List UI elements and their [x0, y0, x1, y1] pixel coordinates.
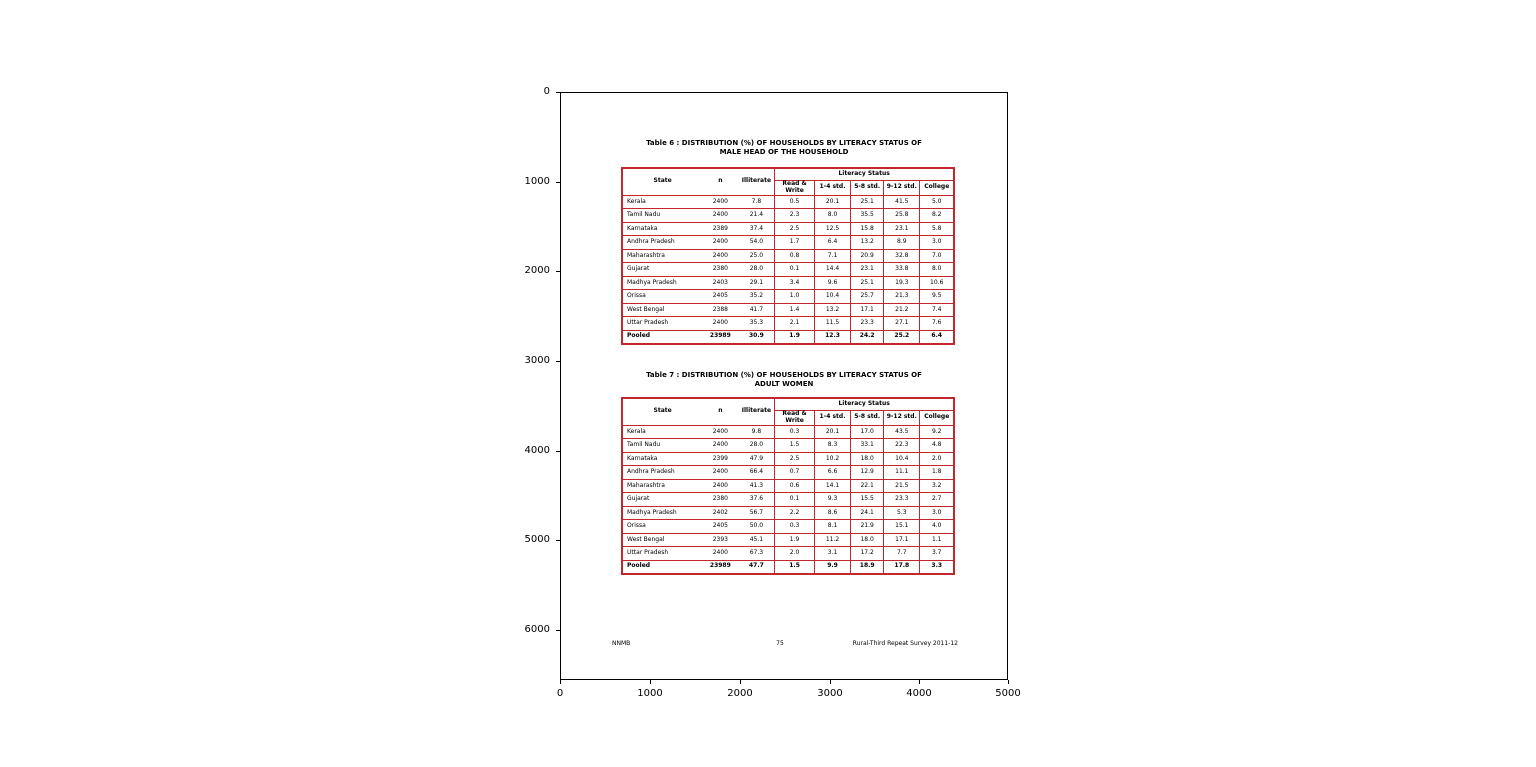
- value-cell: 23.3: [884, 493, 920, 507]
- footer-page-number: 75: [776, 640, 784, 647]
- value-cell: 18.0: [851, 452, 884, 466]
- value-cell: 2389: [702, 222, 738, 236]
- x-axis-tick-label: 1000: [637, 688, 663, 699]
- table6-container: [621, 167, 955, 345]
- value-cell: 33.1: [851, 439, 884, 453]
- footer-left: NNMB: [612, 640, 631, 647]
- column-header-illiterate: Illiterate: [741, 177, 772, 185]
- value-cell: 2400: [702, 425, 738, 439]
- value-cell: 1.9: [775, 533, 815, 547]
- value-cell: 0.5: [775, 195, 815, 209]
- value-cell: 1.1: [920, 533, 953, 547]
- value-cell: 7.4: [920, 303, 953, 317]
- x-axis-tick-mark: [919, 680, 920, 684]
- value-cell: 17.1: [851, 303, 884, 317]
- value-cell: 25.1: [851, 276, 884, 290]
- value-cell: 11.2: [814, 533, 850, 547]
- value-cell: 66.4: [738, 466, 774, 480]
- value-cell: 17.0: [851, 425, 884, 439]
- x-axis-tick-label: 3000: [817, 688, 843, 699]
- column-header-n: n: [718, 177, 723, 185]
- state-cell: Karnataka: [623, 222, 702, 236]
- table-row: [623, 290, 953, 304]
- column-header-read-write: Read & Write: [775, 181, 815, 196]
- value-cell: 5.0: [920, 195, 953, 209]
- value-cell: 0.7: [775, 466, 815, 480]
- x-axis-tick-label: 5000: [995, 688, 1021, 699]
- value-cell: 37.4: [738, 222, 774, 236]
- value-cell: 2.5: [775, 452, 815, 466]
- state-cell: Uttar Pradesh: [623, 317, 702, 331]
- value-cell: 10.4: [814, 290, 850, 304]
- value-cell: 2.3: [775, 209, 815, 223]
- table-row: [623, 547, 953, 561]
- value-cell: 33.8: [884, 263, 920, 277]
- value-cell: 21.9: [851, 520, 884, 534]
- value-cell: 21.3: [884, 290, 920, 304]
- value-cell: 21.2: [884, 303, 920, 317]
- value-cell: 2.2: [775, 506, 815, 520]
- column-header-college: College: [920, 181, 953, 196]
- table-row: [623, 249, 953, 263]
- column-header-state: State: [653, 177, 672, 185]
- state-cell: Gujarat: [623, 493, 702, 507]
- value-cell: 14.4: [814, 263, 850, 277]
- value-cell: 22.1: [851, 479, 884, 493]
- value-cell: 3.3: [920, 560, 953, 573]
- value-cell: 7.8: [738, 195, 774, 209]
- value-cell: 10.6: [920, 276, 953, 290]
- state-cell: Andhra Pradesh: [623, 236, 702, 250]
- value-cell: 9.5: [920, 290, 953, 304]
- value-cell: 45.1: [738, 533, 774, 547]
- value-cell: 2400: [702, 195, 738, 209]
- value-cell: 24.1: [851, 506, 884, 520]
- table-row: [623, 222, 953, 236]
- column-header-illiterate: Illiterate: [741, 407, 772, 415]
- value-cell: 8.3: [814, 439, 850, 453]
- state-cell: Tamil Nadu: [623, 209, 702, 223]
- value-cell: 20.1: [814, 425, 850, 439]
- value-cell: 12.5: [814, 222, 850, 236]
- value-cell: 21.5: [884, 479, 920, 493]
- value-cell: 2400: [702, 466, 738, 480]
- value-cell: 6.4: [814, 236, 850, 250]
- table-row: [623, 506, 953, 520]
- value-cell: 41.5: [884, 195, 920, 209]
- value-cell: 3.1: [814, 547, 850, 561]
- table-row: [623, 533, 953, 547]
- table-row: [623, 195, 953, 209]
- x-axis-tick-mark: [650, 680, 651, 684]
- value-cell: 9.2: [920, 425, 953, 439]
- y-axis-tick-label: 1000: [524, 176, 550, 187]
- value-cell: 18.0: [851, 533, 884, 547]
- column-header-read-write: Read & Write: [775, 411, 815, 426]
- value-cell: 0.3: [775, 425, 815, 439]
- value-cell: 2400: [702, 236, 738, 250]
- value-cell: 4.8: [920, 439, 953, 453]
- value-cell: 2400: [702, 317, 738, 331]
- group-header-literacy-status: Literacy Status: [775, 169, 953, 181]
- value-cell: 11.1: [884, 466, 920, 480]
- value-cell: 0.1: [775, 263, 815, 277]
- value-cell: 1.7: [775, 236, 815, 250]
- value-cell: 6.4: [920, 330, 953, 343]
- value-cell: 23989: [702, 330, 738, 343]
- value-cell: 7.7: [884, 547, 920, 561]
- value-cell: 5.3: [884, 506, 920, 520]
- value-cell: 13.2: [851, 236, 884, 250]
- state-cell: Kerala: [623, 195, 702, 209]
- column-header-9-12-std-: 9-12 std.: [884, 411, 920, 426]
- x-axis-tick-label: 2000: [727, 688, 753, 699]
- y-axis-tick-label: 5000: [524, 534, 550, 545]
- table-row: [623, 276, 953, 290]
- value-cell: 14.1: [814, 479, 850, 493]
- value-cell: 17.8: [884, 560, 920, 573]
- value-cell: 25.7: [851, 290, 884, 304]
- value-cell: 15.5: [851, 493, 884, 507]
- value-cell: 2400: [702, 439, 738, 453]
- value-cell: 3.4: [775, 276, 815, 290]
- x-axis-tick-mark: [830, 680, 831, 684]
- table-row: [623, 263, 953, 277]
- value-cell: 2.0: [775, 547, 815, 561]
- value-cell: 8.2: [920, 209, 953, 223]
- state-cell: Madhya Pradesh: [623, 276, 702, 290]
- value-cell: 19.3: [884, 276, 920, 290]
- value-cell: 23.3: [851, 317, 884, 331]
- value-cell: 20.9: [851, 249, 884, 263]
- table-row: [623, 303, 953, 317]
- value-cell: 2402: [702, 506, 738, 520]
- table7-title: [560, 371, 1008, 390]
- table-row: [623, 479, 953, 493]
- value-cell: 25.1: [851, 195, 884, 209]
- value-cell: 2.0: [920, 452, 953, 466]
- state-cell: Andhra Pradesh: [623, 466, 702, 480]
- table6-title-line1: Table 6 : DISTRIBUTION (%) OF HOUSEHOLDS BY LITERACY STATUS OF: [646, 139, 922, 147]
- value-cell: 47.9: [738, 452, 774, 466]
- state-cell: Gujarat: [623, 263, 702, 277]
- value-cell: 15.8: [851, 222, 884, 236]
- value-cell: 28.0: [738, 263, 774, 277]
- value-cell: 24.2: [851, 330, 884, 343]
- value-cell: 1.9: [775, 330, 815, 343]
- x-axis-tick-label: 0: [556, 688, 564, 699]
- y-axis-tick-label: 3000: [524, 355, 550, 366]
- value-cell: 23.1: [884, 222, 920, 236]
- column-header-state: State: [653, 407, 672, 415]
- value-cell: 2405: [702, 520, 738, 534]
- value-cell: 35.2: [738, 290, 774, 304]
- y-axis-tick-label: 0: [543, 86, 550, 97]
- value-cell: 4.0: [920, 520, 953, 534]
- state-cell: Karnataka: [623, 452, 702, 466]
- x-axis-tick-mark: [1008, 680, 1009, 684]
- value-cell: 7.1: [814, 249, 850, 263]
- table7-title-line1: Table 7 : DISTRIBUTION (%) OF HOUSEHOLDS BY LITERACY STATUS OF: [646, 371, 922, 379]
- value-cell: 23.1: [851, 263, 884, 277]
- value-cell: 10.2: [814, 452, 850, 466]
- state-cell: Kerala: [623, 425, 702, 439]
- y-axis-tick-mark: [556, 182, 560, 183]
- x-axis-tick-mark: [560, 680, 561, 684]
- table-row: [623, 317, 953, 331]
- value-cell: 2400: [702, 249, 738, 263]
- value-cell: 18.9: [851, 560, 884, 573]
- value-cell: 2405: [702, 290, 738, 304]
- value-cell: 6.6: [814, 466, 850, 480]
- value-cell: 17.2: [851, 547, 884, 561]
- value-cell: 15.1: [884, 520, 920, 534]
- value-cell: 56.7: [738, 506, 774, 520]
- table-row: [623, 466, 953, 480]
- value-cell: 1.5: [775, 439, 815, 453]
- value-cell: 1.4: [775, 303, 815, 317]
- value-cell: 3.0: [920, 506, 953, 520]
- value-cell: 30.9: [738, 330, 774, 343]
- value-cell: 20.1: [814, 195, 850, 209]
- value-cell: 9.8: [738, 425, 774, 439]
- value-cell: 7.6: [920, 317, 953, 331]
- state-cell: Orissa: [623, 520, 702, 534]
- column-header-n: n: [718, 407, 723, 415]
- value-cell: 13.2: [814, 303, 850, 317]
- column-header-1-4-std-: 1-4 std.: [814, 411, 850, 426]
- value-cell: 0.3: [775, 520, 815, 534]
- state-cell: Pooled: [623, 330, 702, 343]
- table-row: [623, 452, 953, 466]
- value-cell: 1.8: [920, 466, 953, 480]
- x-axis-tick-mark: [740, 680, 741, 684]
- value-cell: 41.3: [738, 479, 774, 493]
- table-row: [623, 560, 953, 573]
- value-cell: 8.9: [884, 236, 920, 250]
- y-axis-tick-mark: [556, 630, 560, 631]
- column-header-5-8-std-: 5-8 std.: [851, 411, 884, 426]
- value-cell: 67.3: [738, 547, 774, 561]
- value-cell: 1.0: [775, 290, 815, 304]
- value-cell: 1.5: [775, 560, 815, 573]
- y-axis-tick-mark: [556, 540, 560, 541]
- table-row: [623, 209, 953, 223]
- value-cell: 27.1: [884, 317, 920, 331]
- state-cell: Madhya Pradesh: [623, 506, 702, 520]
- table-row: [623, 330, 953, 343]
- value-cell: 17.1: [884, 533, 920, 547]
- value-cell: 47.7: [738, 560, 774, 573]
- column-header-1-4-std-: 1-4 std.: [814, 181, 850, 196]
- value-cell: 2388: [702, 303, 738, 317]
- value-cell: 2380: [702, 263, 738, 277]
- value-cell: 22.3: [884, 439, 920, 453]
- value-cell: 0.1: [775, 493, 815, 507]
- value-cell: 9.9: [814, 560, 850, 573]
- table-row: [623, 236, 953, 250]
- value-cell: 9.3: [814, 493, 850, 507]
- value-cell: 8.0: [814, 209, 850, 223]
- value-cell: 50.0: [738, 520, 774, 534]
- value-cell: 41.7: [738, 303, 774, 317]
- table7-container: [621, 397, 955, 575]
- value-cell: 9.6: [814, 276, 850, 290]
- value-cell: 2403: [702, 276, 738, 290]
- value-cell: 8.6: [814, 506, 850, 520]
- table7-title-line2: ADULT WOMEN: [754, 380, 814, 389]
- table-row: [623, 439, 953, 453]
- value-cell: 29.1: [738, 276, 774, 290]
- state-cell: Uttar Pradesh: [623, 547, 702, 561]
- x-axis-tick-label: 4000: [906, 688, 932, 699]
- table-row: [623, 425, 953, 439]
- value-cell: 43.5: [884, 425, 920, 439]
- table-row: [623, 520, 953, 534]
- state-cell: Maharashtra: [623, 249, 702, 263]
- value-cell: 21.4: [738, 209, 774, 223]
- value-cell: 11.5: [814, 317, 850, 331]
- value-cell: 5.8: [920, 222, 953, 236]
- value-cell: 25.2: [884, 330, 920, 343]
- value-cell: 23989: [702, 560, 738, 573]
- value-cell: 25.8: [884, 209, 920, 223]
- y-axis-tick-mark: [556, 92, 560, 93]
- value-cell: 10.4: [884, 452, 920, 466]
- value-cell: 2399: [702, 452, 738, 466]
- footer-right: Rural-Third Repeat Survey 2011-12: [852, 640, 958, 647]
- value-cell: 2393: [702, 533, 738, 547]
- value-cell: 2380: [702, 493, 738, 507]
- value-cell: 35.5: [851, 209, 884, 223]
- column-header-5-8-std-: 5-8 std.: [851, 181, 884, 196]
- state-cell: Orissa: [623, 290, 702, 304]
- y-axis-tick-label: 6000: [524, 624, 550, 635]
- y-axis-tick-label: 2000: [524, 265, 550, 276]
- value-cell: 28.0: [738, 439, 774, 453]
- value-cell: 25.0: [738, 249, 774, 263]
- value-cell: 3.0: [920, 236, 953, 250]
- value-cell: 54.0: [738, 236, 774, 250]
- value-cell: 2400: [702, 479, 738, 493]
- y-axis-tick-mark: [556, 361, 560, 362]
- value-cell: 0.6: [775, 479, 815, 493]
- value-cell: 32.8: [884, 249, 920, 263]
- table6-title-line2: MALE HEAD OF THE HOUSEHOLD: [719, 148, 849, 157]
- value-cell: 8.0: [920, 263, 953, 277]
- value-cell: 3.2: [920, 479, 953, 493]
- column-header-9-12-std-: 9-12 std.: [884, 181, 920, 196]
- value-cell: 2.5: [775, 222, 815, 236]
- value-cell: 35.3: [738, 317, 774, 331]
- value-cell: 2.1: [775, 317, 815, 331]
- column-header-college: College: [920, 411, 953, 426]
- value-cell: 2400: [702, 209, 738, 223]
- y-axis-tick-mark: [556, 451, 560, 452]
- table-row: [623, 493, 953, 507]
- state-cell: West Bengal: [623, 303, 702, 317]
- table7: [623, 399, 953, 573]
- value-cell: 2400: [702, 547, 738, 561]
- value-cell: 12.3: [814, 330, 850, 343]
- value-cell: 37.6: [738, 493, 774, 507]
- table6: [623, 169, 953, 343]
- value-cell: 2.7: [920, 493, 953, 507]
- state-cell: Tamil Nadu: [623, 439, 702, 453]
- value-cell: 7.0: [920, 249, 953, 263]
- state-cell: West Bengal: [623, 533, 702, 547]
- table6-title: [560, 139, 1008, 158]
- value-cell: 8.1: [814, 520, 850, 534]
- value-cell: 0.8: [775, 249, 815, 263]
- group-header-literacy-status: Literacy Status: [775, 399, 953, 411]
- state-cell: Pooled: [623, 560, 702, 573]
- value-cell: 12.9: [851, 466, 884, 480]
- y-axis-tick-label: 4000: [524, 445, 550, 456]
- value-cell: 3.7: [920, 547, 953, 561]
- state-cell: Maharashtra: [623, 479, 702, 493]
- y-axis-tick-mark: [556, 271, 560, 272]
